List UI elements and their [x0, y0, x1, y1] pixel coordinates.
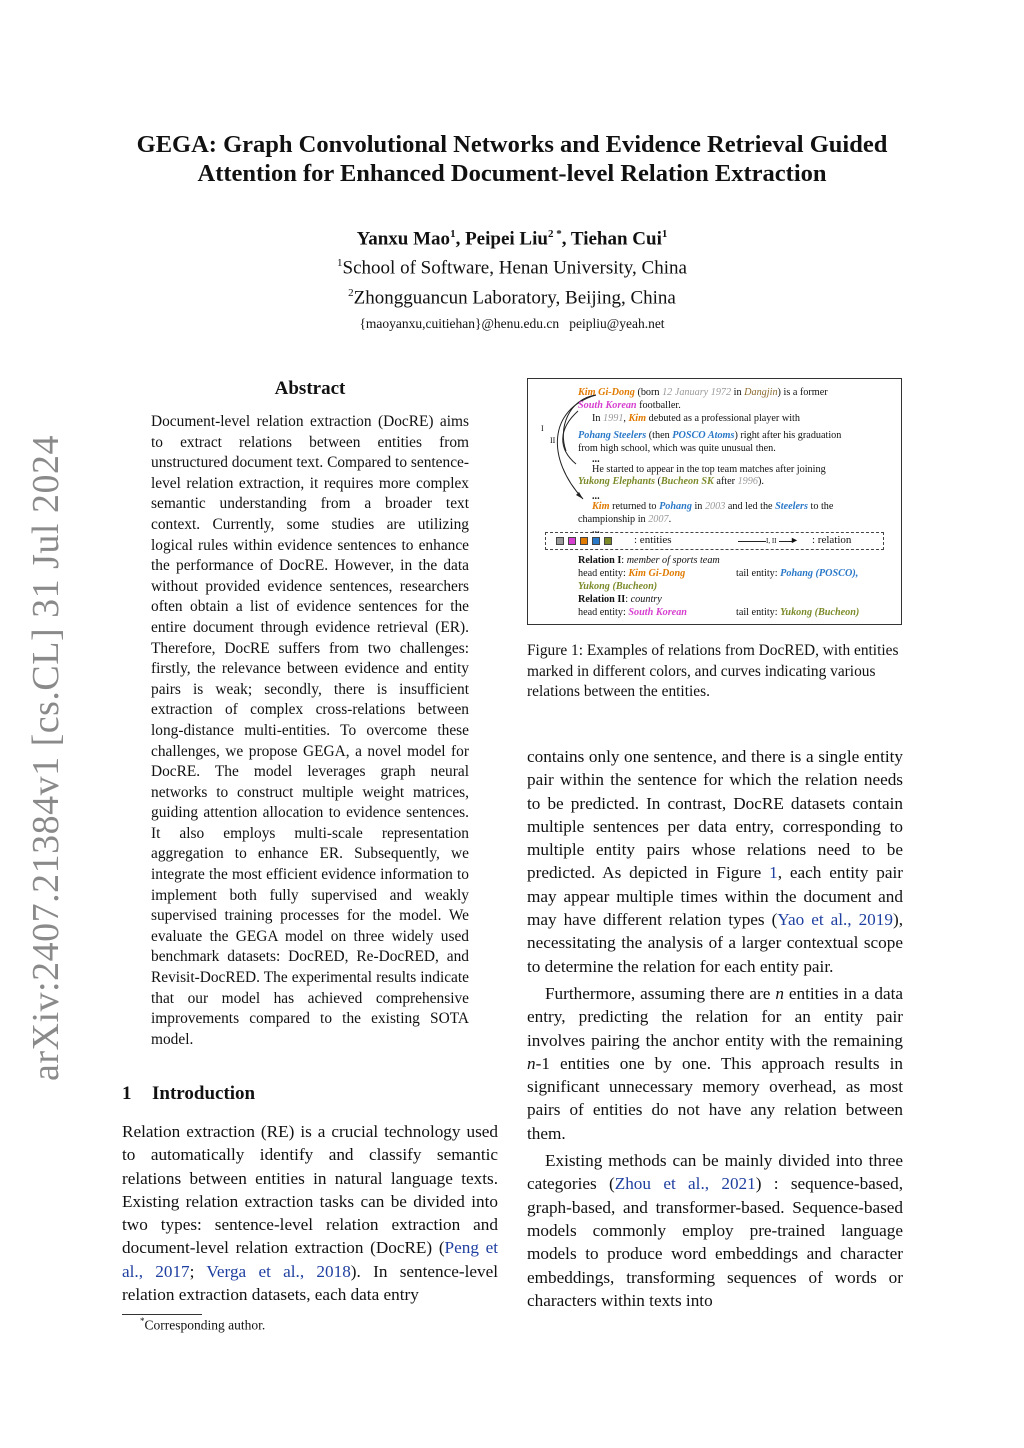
figure-1-caption: Figure 1: Examples of relations from DocRED, with entities marked in different colors, and curves indicating various relations between the entities.	[527, 642, 899, 701]
title-line-2: Attention for Enhanced Document-level Relation Extraction	[197, 160, 827, 187]
legend-arrow-label: I, II	[766, 537, 777, 545]
paragraph: contains only one sentence, and there is a single entity pair within the sentence for which the relation needs to be predicted. In contrast, DocRE datasets contain multiple sentences per data entry, corresponding to multiple entity pairs whose relations need to be predicted. As depicted in Figure 1, each entity pair may appear multiple times within the document and may have different relation types (Yao et al., 2019), necessitating the analysis of a larger contextual scope to determine the relation for each entity pair.	[527, 747, 903, 976]
right-column-body	[527, 745, 903, 1312]
figure-legend	[545, 532, 884, 550]
figure-ref-link[interactable]: 1	[769, 863, 778, 883]
legend-relation-label: : relation	[812, 534, 852, 546]
entity-swatch	[556, 537, 564, 545]
arxiv-side-stamp: arXiv:2407.21384v1 [cs.CL] 31 Jul 2024	[25, 435, 68, 1081]
entity-swatch	[580, 537, 588, 545]
legend-arrowhead: ►	[790, 535, 799, 545]
entity-swatch	[592, 537, 600, 545]
title-line-1: GEGA: Graph Convolutional Networks and Evidence Retrieval Guided	[136, 131, 888, 158]
relation-label-II: II	[550, 436, 556, 445]
abstract-heading: Abstract	[274, 378, 346, 399]
author-block	[160, 222, 864, 336]
entity-swatch	[604, 537, 612, 545]
legend-entities-label: : entities	[634, 534, 672, 546]
citation-link[interactable]: Zhou et al., 2021	[614, 1174, 756, 1194]
paper-title	[100, 130, 924, 188]
relation-label-I: I	[541, 424, 544, 433]
citation-link[interactable]: Peng et al., 2017	[122, 1238, 498, 1281]
abstract-text: Document-level relation extraction (DocRE) aims to extract relations between entities from unstructured document text. Compared to sentence-level relation extraction, it requires more complex semantic understanding from a broader text context. Currently, some studies are utilizing logical rules within evidence sentences to enhance the performance of DocRE. However, in the data without provided evidence sentences, researchers often obtain a list of evidence sentences for the entire document through evidence retrieval (ER). Therefore, DocRE suffers from two challenges: firstly, the relevance between evidence and entity pairs is weak; secondly, there is insufficient extraction of complex cross-relations between long-distance multi-entities. To overcome these challenges, we propose GEGA, a novel model for DocRE. The model leverages graph neural networks to construct multiple weight matrices, guiding attention allocation to evidence sentences. It also employs multi-scale representation aggregation to enhance ER. Subsequently, we integrate the most efficient evidence information to implement both fully supervised and weakly supervised training processes for the model. We evaluate the GEGA model on three widely used benchmark datasets: DocRED, Re-DocRED, and Revisit-DocRED. The experimental results indicate that our model has achieved comprehensive improvements compared to the existing SOTA model.	[151, 413, 469, 1048]
introduction-paragraph: Relation extraction (RE) is a crucial technology used to automatically identify and classify semantic relations between entities in natural language texts. Existing relation extraction tasks can be divided into two types: sentence-level relation extraction and document-level relation extraction (DocRE) (Peng et al., 2017; Verga et al., 2018). In sentence-level relation extraction datasets, each data entry	[122, 1122, 498, 1305]
relation-curve-3	[563, 411, 578, 464]
figure-document-text: Kim Gi-Dong (born 12 January 1972 in Dangjin) is a former South Korean footballer. In 1991, Kim debuted as a professional player with Pohang Steelers (then POSCO Atoms) right after his graduation from high school, which was quite unusual then. ... He started to appear in the top team matches after joining Yukong Elephants (Bucheon SK after 1996). ... Kim returned to Pohang in 2003 and led the Steelers to the championship in 2007. ...	[578, 387, 842, 537]
author-names: Yanxu Mao$^1$, Peipei Liu$^{2 *}$, Tiehan Cui$^1$	[356, 228, 668, 250]
footnote: *Corresponding author.	[140, 1316, 266, 1333]
affiliation-1: $^1$School of Software, Henan University, China	[337, 257, 687, 279]
paragraph: Existing methods can be mainly divided into three categories (Zhou et al., 2021) : sequence-based, graph-based, and transformer-based. Sequence-based models commonly employ pre-trained language models to produce word embeddings and character embeddings, transforming sequences of words or characters within texts into	[527, 1151, 904, 1310]
entity-swatch	[568, 537, 576, 545]
section-heading-introduction: 1 Introduction	[122, 1083, 256, 1104]
author-emails: {maoyanxu,cuitiehan}@henu.edu.cn peipliu@yeah.net	[359, 315, 665, 331]
legend-arrow-line	[738, 541, 766, 542]
affiliation-2: $^2$Zhongguancun Laboratory, Beijing, China	[348, 286, 676, 308]
relation-examples: Relation I: member of sports team head entity: Kim Gi-Dong tail entity: Pohang (POSCO), Yukong (Bucheon) Relation II: country head entity: South Korean tail entity: Yukong (Bucheon)	[578, 555, 860, 618]
footnote-rule	[122, 1314, 202, 1315]
citation-link[interactable]: Verga et al., 2018	[206, 1261, 351, 1281]
citation-link[interactable]: Yao et al., 2019	[777, 910, 893, 930]
figure-1	[527, 378, 902, 625]
paragraph: Furthermore, assuming there are n entities in a data entry, predicting the relation for an entity pair involves pairing the anchor entity with the remaining n-1 entities one by one. This approach results in significant unnecessary memory overhead, as most pairs of entities do not have any relation between them.	[527, 983, 903, 1143]
